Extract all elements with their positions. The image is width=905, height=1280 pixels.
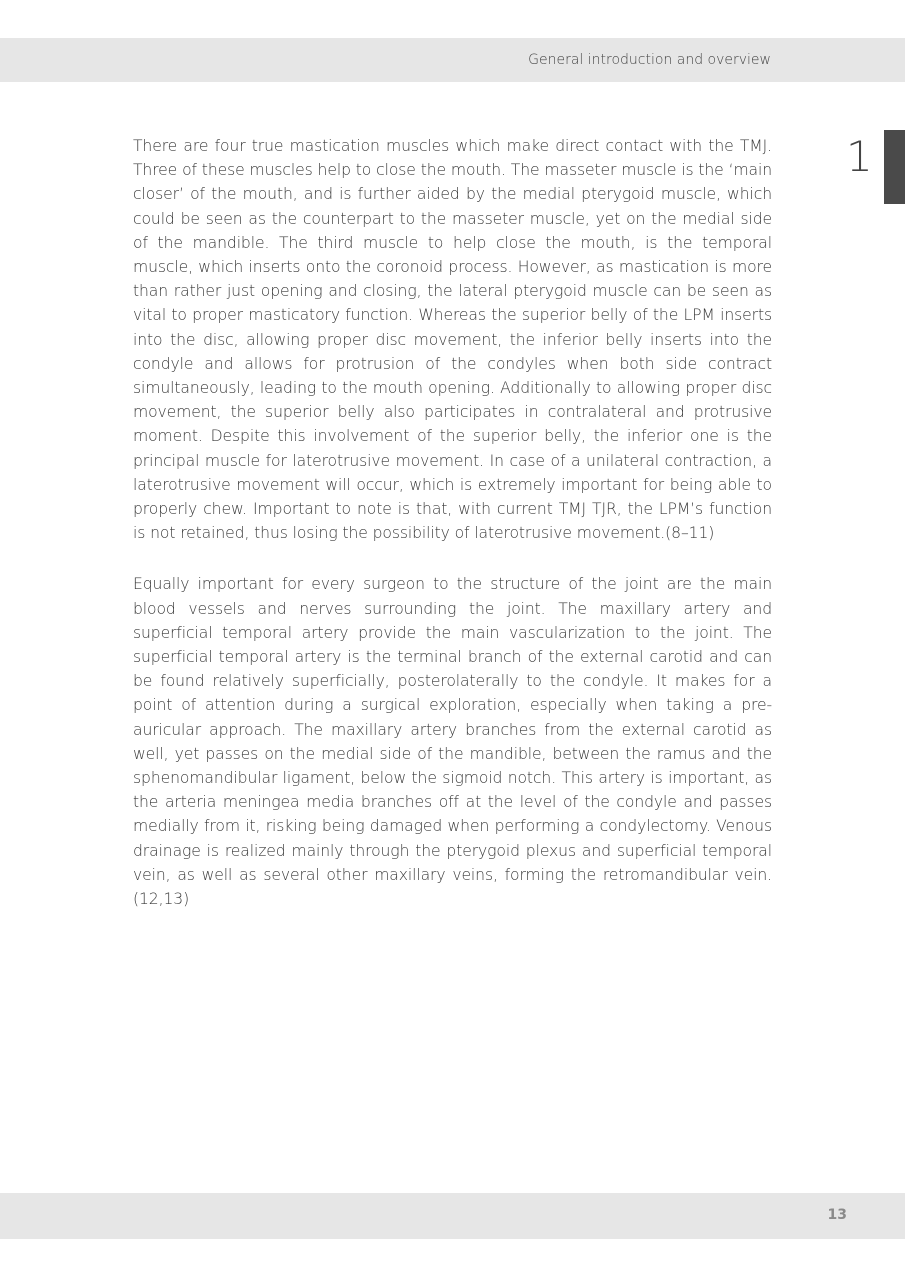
chapter-tab-marker bbox=[884, 130, 905, 204]
paragraph-mastication-muscles: There are four true mastication muscles which make direct contact with the TMJ. Three of these muscles help to close the mouth. The masseter muscle is the ‘main closer’ of the mouth, and is further aided by the medial pterygoid muscle, which could be seen as the counterpart to the masseter muscle, yet on the medial side of the mandible. The third muscle to help close the mouth, is the temporal muscle, which inserts onto the coronoid process. However, as mastication is more than rather just opening and closing, the lateral pterygoid muscle can be seen as vital to proper masticatory function. Whereas the superior belly of the LPM inserts into the disc, allowing proper disc movement, the inferior belly inserts into the condyle and allows for protrusion of the condyles when both side contract simultaneously, leading to the mouth opening. Additionally to allowing proper disc movement, the superior belly also participates in contralateral and protrusive moment. Despite this involvement of the superior belly, the inferior one is the principal muscle for laterotrusive movement. In case of a unilateral contraction, a laterotrusive movement will occur, which is extremely important for being able to properly chew. Important to note is that, with current TMJ TJR, the LPM’s function is not retained, thus losing the possibility of laterotrusive movement.(8–11) bbox=[133, 137, 772, 543]
running-title: General introduction and overview bbox=[528, 52, 771, 68]
running-header bbox=[0, 38, 905, 82]
page-number: 13 bbox=[827, 1207, 847, 1223]
running-footer bbox=[0, 1193, 905, 1239]
paragraph-blood-vessels: Equally important for every surgeon to the structure of the joint are the main blood vessels and nerves surrounding the joint. The maxillary artery and superficial temporal artery provide the main vascularization to the joint. The superficial temporal artery is the terminal branch of the external carotid and can be found relatively superficially, posterolaterally to the condyle. It makes for a point of attention during a surgical exploration, especially when taking a pre-auricular approach. The maxillary artery branches from the external carotid as well, yet passes on the medial side of the mandible, between the ramus and the sphenomandibular ligament, below the sigmoid notch. This artery is important, as the arteria meningea media branches off at the level of the condyle and passes medially from it, risking being damaged when performing a condylectomy. Venous drainage is realized mainly through the pterygoid plexus and superficial temporal vein, as well as several other maxillary veins, forming the retromandibular vein.(12,13) bbox=[133, 575, 772, 909]
chapter-number: 1 bbox=[846, 132, 873, 181]
body-text bbox=[133, 134, 772, 938]
